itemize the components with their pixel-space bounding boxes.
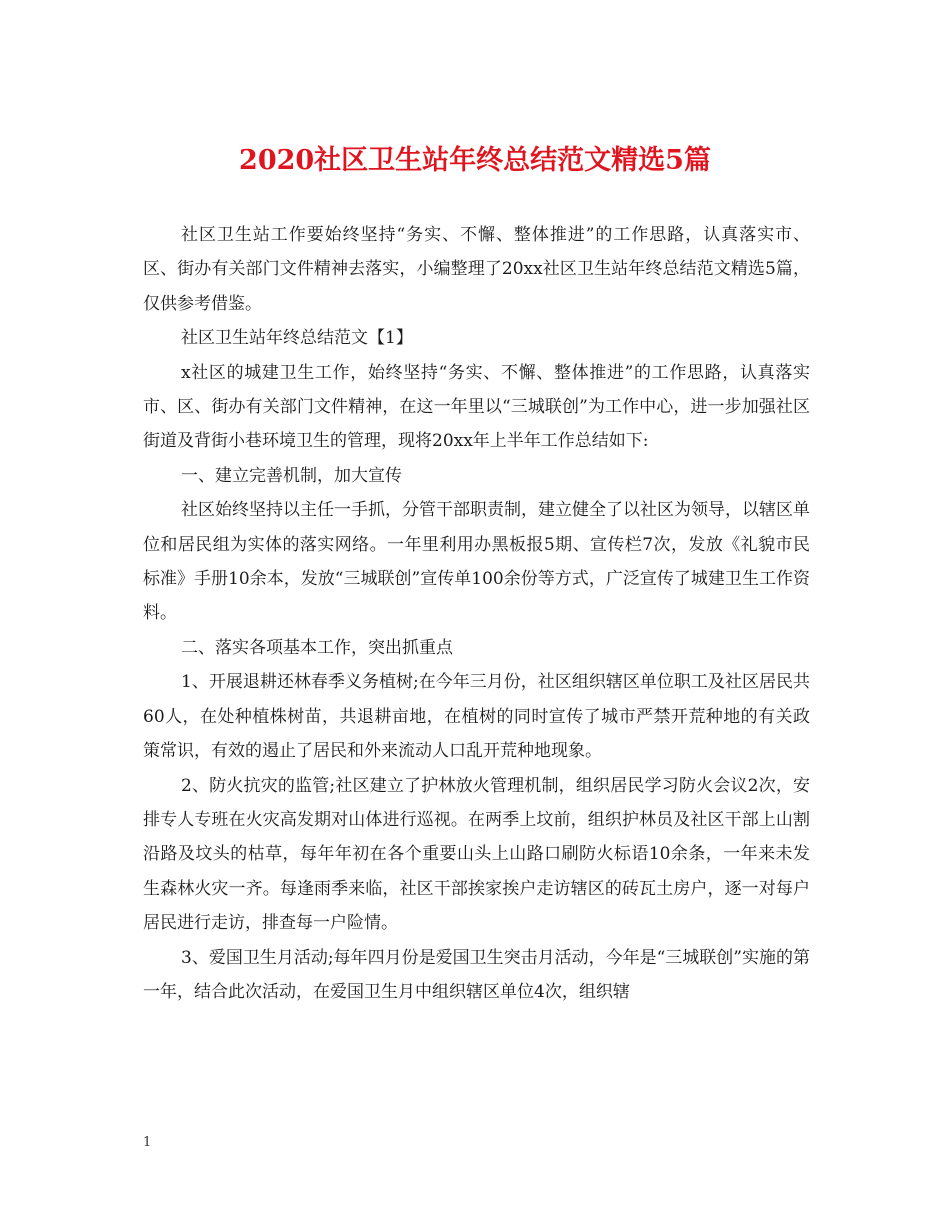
section-heading-basic-work: 二、落实各项基本工作，突出抓重点 <box>181 637 453 658</box>
page-number: 1 <box>143 1135 152 1150</box>
section-heading-article-1: 社区卫生站年终总结范文【1】 <box>181 328 413 349</box>
paragraph-mechanism: 社区始终坚持以主任一手抓，分管干部职责制，建立健全了以社区为领导，以辖区单位和居民组为实体的落实网络。一年里利用办黑板报5期、宣传栏7次，发放《礼貌市民标准》手册10余本，发放“三城联创”宣传单100余份等方式，广泛宣传了城建卫生工作资料。 <box>143 500 810 624</box>
paragraph-intro: 社区卫生站工作要始终坚持“务实、不懈、整体推进”的工作思路，认真落实市、区、街办有关部门文件精神去落实，小编整理了20xx社区卫生站年终总结范文精选5篇，仅供参考借鉴。 <box>143 225 810 314</box>
paragraph-hygiene-month: 3、爱国卫生月活动;每年四月份是爱国卫生突击月活动，今年是“三城联创”实施的第一年，结合此次活动，在爱国卫生月中组织辖区单位4次，组织辖 <box>143 947 810 1002</box>
paragraph-fire-prevention: 2、防火抗灾的监管;社区建立了护林放火管理机制，组织居民学习防火会议2次，安排专人专班在火灾高发期对山体进行巡视。在两季上坟前，组织护林员及社区干部上山割沿路及坟头的枯草，每年年初在各个重要山头上山路口刷防火标语10余条，一年来未发生森林火灾一齐。每逢雨季来临，社区干部挨家挨户走访辖区的砖瓦土房户，逐一对每户居民进行走访，排查每一户险情。 <box>143 775 810 934</box>
paragraph-overview: x社区的城建卫生工作，始终坚持“务实、不懈、整体推进”的工作思路，认真落实市、区、街办有关部门文件精神，在这一年里以“三城联创”为工作中心，进一步加强社区街道及背街小巷环境卫生的管理，现将20xx年上半年工作总结如下: <box>143 362 810 452</box>
document-body <box>143 218 810 1009</box>
section-heading-mechanism: 一、建立完善机制，加大宣传 <box>181 465 402 486</box>
paragraph-tree-planting: 1、开展退耕还林春季义务植树;在今年三月份，社区组织辖区单位职工及社区居民共60人，在处种植株树苗，共退耕亩地，在植树的同时宣传了城市严禁开荒种地的有关政策常识，有效的遏止了居民和外来流动人口乱开荒种地现象。 <box>143 672 810 762</box>
document-title: 2020社区卫生站年终总结范文精选5篇 <box>239 145 711 176</box>
